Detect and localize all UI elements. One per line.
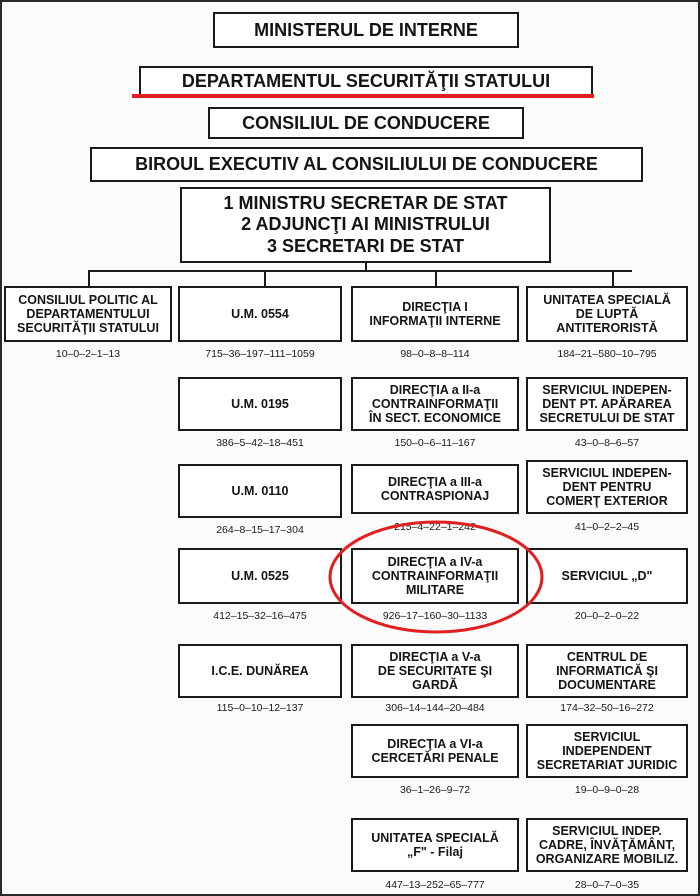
unit-code: 41–0–2–2–45 (574, 521, 640, 533)
leadership-box: 1 MINISTRU SECRETAR DE STAT 2 ADJUNCŢI AI MINISTRULUI 3 SECRETARI DE STAT (180, 187, 551, 263)
unit-box-secretariat-juridic: SERVICIUL INDEPENDENT SECRETARIAT JURIDIC (526, 724, 688, 778)
unit-box-directia-4: DIRECŢIA a IV-a CONTRAINFORMAŢII MILITARE (351, 548, 519, 604)
ministry-box: MINISTERUL DE INTERNE (213, 12, 519, 48)
unit-box-directia-2: DIRECŢIA a II-a CONTRAINFORMAŢII ÎN SECT. ECONOMICE (351, 377, 519, 431)
unit-box-um-0554: U.M. 0554 (178, 286, 342, 342)
unit-code: 36–1–26–9–72 (399, 784, 471, 796)
unit-box-um-0525: U.M. 0525 (178, 548, 342, 604)
unit-box-antiterorista: UNITATEA SPECIALĂ DE LUPTĂ ANTITERORISTĂ (526, 286, 688, 342)
unit-code: 306–14–144–20–484 (385, 702, 485, 714)
unit-box-serviciul-d: SERVICIUL „D" (526, 548, 688, 604)
council-box: CONSILIUL DE CONDUCERE (208, 107, 524, 139)
unit-box-centrul-informatica: CENTRUL DE INFORMATICĂ ŞI DOCUMENTARE (526, 644, 688, 698)
unit-code: 174–32–50–16–272 (560, 702, 654, 714)
unit-code: 98–0–8–8–114 (400, 348, 470, 360)
unit-box-directia-5: DIRECŢIA a V-a DE SECURITATE ŞI GARDĂ (351, 644, 519, 698)
department-box: DEPARTAMENTUL SECURITĂŢII STATULUI (139, 66, 593, 96)
unit-box-comert-exterior: SERVICIUL INDEPEN- DENT PENTRU COMERŢ EXTERIOR (526, 460, 688, 514)
unit-code: 20–0–2–0–22 (574, 610, 640, 622)
unit-code: 386–5–42–18–451 (216, 437, 304, 449)
unit-code: 412–15–32–16–475 (213, 610, 307, 622)
unit-box-secretul-de-stat: SERVICIUL INDEPEN- DENT PT. APĂRAREA SECRETULUI DE STAT (526, 377, 688, 431)
unit-box-directia-6: DIRECŢIA a VI-a CERCETĂRI PENALE (351, 724, 519, 778)
unit-code: 115–0–10–12–137 (216, 702, 304, 714)
unit-code: 926–17–160–30–1133 (382, 610, 488, 622)
unit-code: 10–0–2–1–13 (55, 348, 121, 360)
unit-code: 43–0–8–6–57 (574, 437, 640, 449)
unit-code: 150–0–6–11–167 (394, 437, 476, 449)
unit-box-cadre-invatamant: SERVICIUL INDEP. CADRE, ÎNVĂŢĂMÂNT, ORGANIZARE MOBILIZ. (526, 818, 688, 872)
unit-code: 28–0–7–0–35 (574, 879, 640, 891)
unit-box-unitatea-f: UNITATEA SPECIALĂ „F" - Filaj (351, 818, 519, 872)
unit-box-ice-dunarea: I.C.E. DUNĂREA (178, 644, 342, 698)
unit-box-directia-3: DIRECŢIA a III-a CONTRASPIONAJ (351, 464, 519, 514)
unit-box-um-0195: U.M. 0195 (178, 377, 342, 431)
unit-box-um-0110: U.M. 0110 (178, 464, 342, 518)
highlight-ellipse (330, 522, 542, 632)
unit-code: 215–4–22–1–242 (394, 521, 476, 533)
unit-code: 264–8–15–17–304 (216, 524, 304, 536)
unit-code: 447–13–252–65–777 (385, 879, 485, 891)
unit-code: 19–0–9–0–28 (574, 784, 640, 796)
unit-code: 184–21–580–10–795 (557, 348, 657, 360)
unit-box-directia-1: DIRECŢIA I INFORMAŢII INTERNE (351, 286, 519, 342)
unit-box-political-council: CONSILIUL POLITIC AL DEPARTAMENTULUI SECURITĂŢII STATULUI (4, 286, 172, 342)
bureau-box: BIROUL EXECUTIV AL CONSILIULUI DE CONDUCERE (90, 147, 643, 182)
unit-code: 715–36–197–111–1059 (205, 348, 315, 360)
